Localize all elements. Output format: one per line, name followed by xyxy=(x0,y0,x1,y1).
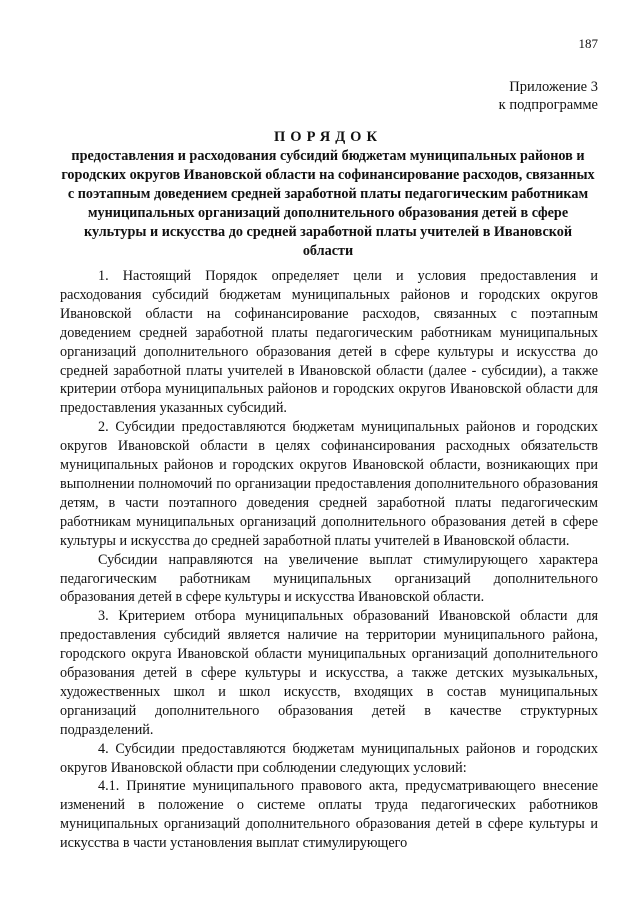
document-title xyxy=(58,128,598,261)
paragraph-4-1: 4.1. Принятие муниципального правового акта, предусматривающего внесение изменений в положение о системе оплаты труда педагогических работников муниципальных организаций дополнительного образования детей в сфере культуры и искусства в части установления выплат стимулирующего xyxy=(60,778,598,852)
appendix-label xyxy=(499,78,598,114)
title-main: ПОРЯДОК xyxy=(274,129,382,145)
appendix-line-2: к подпрограмме xyxy=(498,97,598,113)
page-number: 187 xyxy=(578,36,598,51)
paragraph-4: 4. Субсидии предоставляются бюджетам муниципальных районов и городских округов Ивановской области при соблюдении следующих условий: xyxy=(60,740,598,776)
paragraph-2: 2. Субсидии предоставляются бюджетам муниципальных районов и городских округов Ивановской области в целях софинансирования расходных обязательств муниципальных районов и городских округов Ивановской области, возникающих при выполнении полномочий по организации предоставления дополнительного образования детям, в части поэтапного доведения средней заработной платы педагогическим работникам муниципальных организаций дополнительного образования детей в сфере культуры и искусства до средней заработной платы учителей в Ивановской области. xyxy=(60,419,598,549)
paragraph-1: 1. Настоящий Порядок определяет цели и условия предоставления и расходования субсидий бюджетам муниципальных районов и городских округов Ивановской области на софинансирование расходов, связанных с поэтапным доведением средней заработной платы педагогическим работникам муниципальных организаций дополнительного образования детей в сфере культуры и искусства до средней заработной платы учителей в Ивановской области (далее - субсидии), а также критерии отбора муниципальных районов и городских округов Ивановской области для предоставления указанных субсидий. xyxy=(60,268,598,417)
paragraph-2-continued: Субсидии направляются на увеличение выплат стимулирующего характера педагогическим работникам муниципальных организаций дополнительного образования детей в сфере культуры и искусства Ивановской области. xyxy=(60,551,598,606)
title-subtitle: предоставления и расходования субсидий бюджетам муниципальных районов и городских округов Ивановской области на софинансирование расходов, связанных с поэтапным доведением средней заработной платы педагогическим работникам муниципальных организаций дополнительного образования детей в сфере культуры и искусства до средней заработной платы учителей в Ивановской области xyxy=(61,148,595,259)
appendix-line-1: Приложение 3 xyxy=(509,79,598,95)
document-body xyxy=(60,267,598,853)
paragraph-3: 3. Критерием отбора муниципальных образований Ивановской области для предоставления субсидий является наличие на территории муниципального района, городского округа Ивановской области муниципальных организаций дополнительного образования детей в сфере культуры и искусства, а также детских музыкальных, художественных школ и школ искусств, входящих в состав муниципальных организаций дополнительного образования детей в качестве структурных подразделений. xyxy=(60,608,598,738)
